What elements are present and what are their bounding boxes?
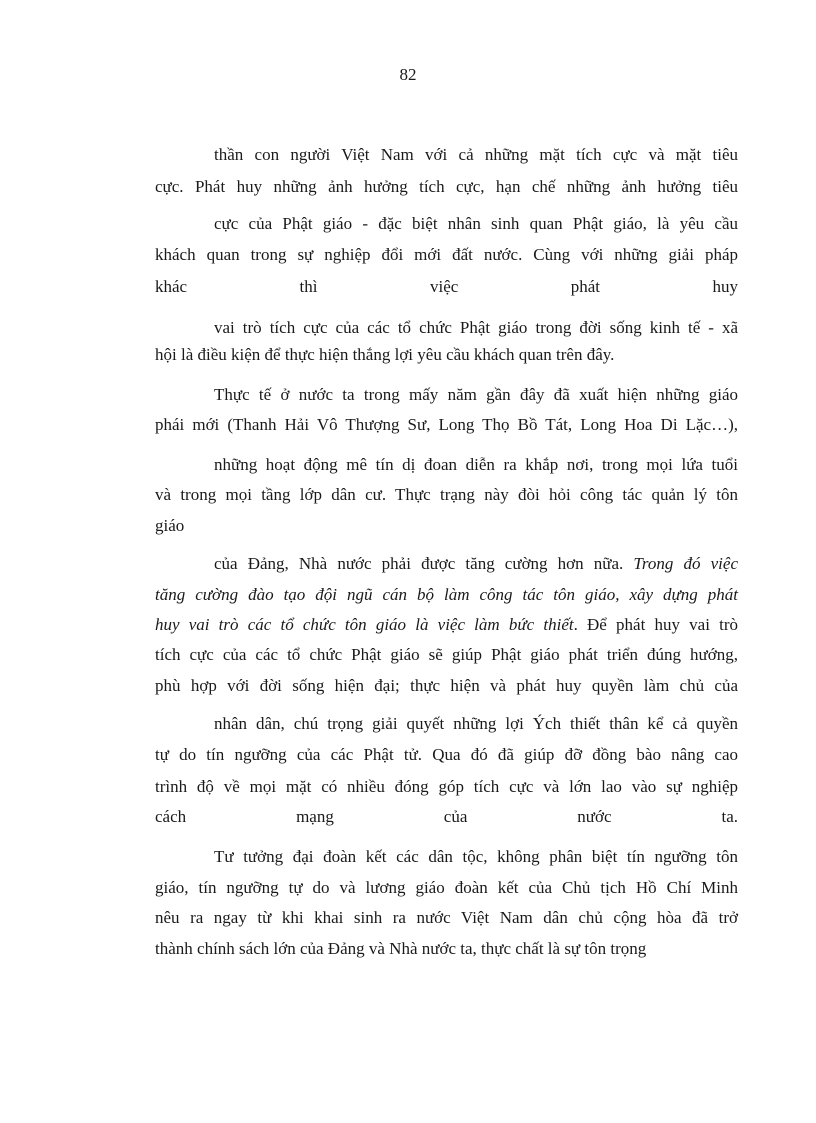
italic-text-run: huy vai trò các tổ chức tôn giáo là việc làm bức thiết	[155, 615, 574, 634]
text-line: nêu ra ngay từ khi khai sinh ra nước Việt Nam dân chủ cộng hòa đã trở	[155, 908, 738, 927]
text-line: khách quan trong sự nghiệp đổi mới đất nước. Cùng với những giải pháp	[155, 245, 738, 264]
text-line-italic: tăng cường đào tạo đội ngũ cán bộ làm công tác tôn giáo, xây dựng phát	[155, 585, 738, 604]
text-line: hội là điều kiện để thực hiện thắng lợi yêu cầu khách quan trên đây.	[155, 345, 615, 364]
text-line: và trong mọi tầng lớp dân cư. Thực trạng này đòi hỏi công tác quản lý tôn	[155, 485, 738, 504]
text-line: cách mạng của nước ta.	[155, 807, 738, 826]
text-line: những hoạt động mê tín dị đoan diễn ra khắp nơi, trong mọi lứa tuổi	[214, 455, 738, 474]
text-line: tích cực của các tổ chức Phật giáo sẽ giúp Phật giáo phát triển đúng hướng,	[155, 645, 738, 664]
text-line: vai trò tích cực của các tổ chức Phật giáo trong đời sống kinh tế - xã	[214, 318, 738, 337]
text-line: phù hợp với đời sống hiện đại; thực hiện và phát huy quyền làm chủ của	[155, 676, 738, 695]
text-line: cực. Phát huy những ảnh hưởng tích cực, hạn chế những ảnh hưởng tiêu	[155, 177, 738, 196]
text-line: thành chính sách lớn của Đảng và Nhà nước ta, thực chất là sự tôn trọng	[155, 939, 647, 958]
text-line: Thực tế ở nước ta trong mấy năm gần đây đã xuất hiện những giáo	[214, 385, 738, 404]
text-line: giáo	[155, 516, 185, 535]
text-line: tự do tín ngưỡng của các Phật tử. Qua đó đã giúp đỡ đồng bào nâng cao	[155, 745, 738, 764]
text-line: phái mới (Thanh Hải Vô Thượng Sư, Long Thọ Bồ Tát, Long Hoa Di Lặc…),	[155, 415, 738, 434]
text-line	[214, 553, 738, 575]
text-line: thần con người Việt Nam với cả những mặt tích cực và mặt tiêu	[214, 145, 738, 164]
text-line: trình độ về mọi mặt có nhiều đóng góp tích cực và lớn lao vào sự nghiệp	[155, 777, 738, 796]
text-line: nhân dân, chú trọng giải quyết những lợi Ých thiết thân kể cả quyền	[214, 714, 738, 733]
text-line: khác thì việc phát huy	[155, 277, 738, 296]
text-line: cực của Phật giáo - đặc biệt nhân sinh quan Phật giáo, là yêu cầu	[214, 214, 738, 233]
page-number: 82	[399, 65, 417, 84]
text-run: của Đảng, Nhà nước phải được tăng cường hơn nữa.	[214, 554, 624, 573]
italic-text-run: Trong đó việc	[633, 554, 738, 573]
text-run: . Để phát huy vai trò	[573, 615, 739, 634]
text-line	[155, 614, 738, 636]
text-line: Tư tưởng đại đoàn kết các dân tộc, không phân biệt tín ngưỡng tôn	[214, 847, 738, 866]
text-line: giáo, tín ngưỡng tự do và lương giáo đoàn kết của Chủ tịch Hồ Chí Minh	[155, 878, 738, 897]
